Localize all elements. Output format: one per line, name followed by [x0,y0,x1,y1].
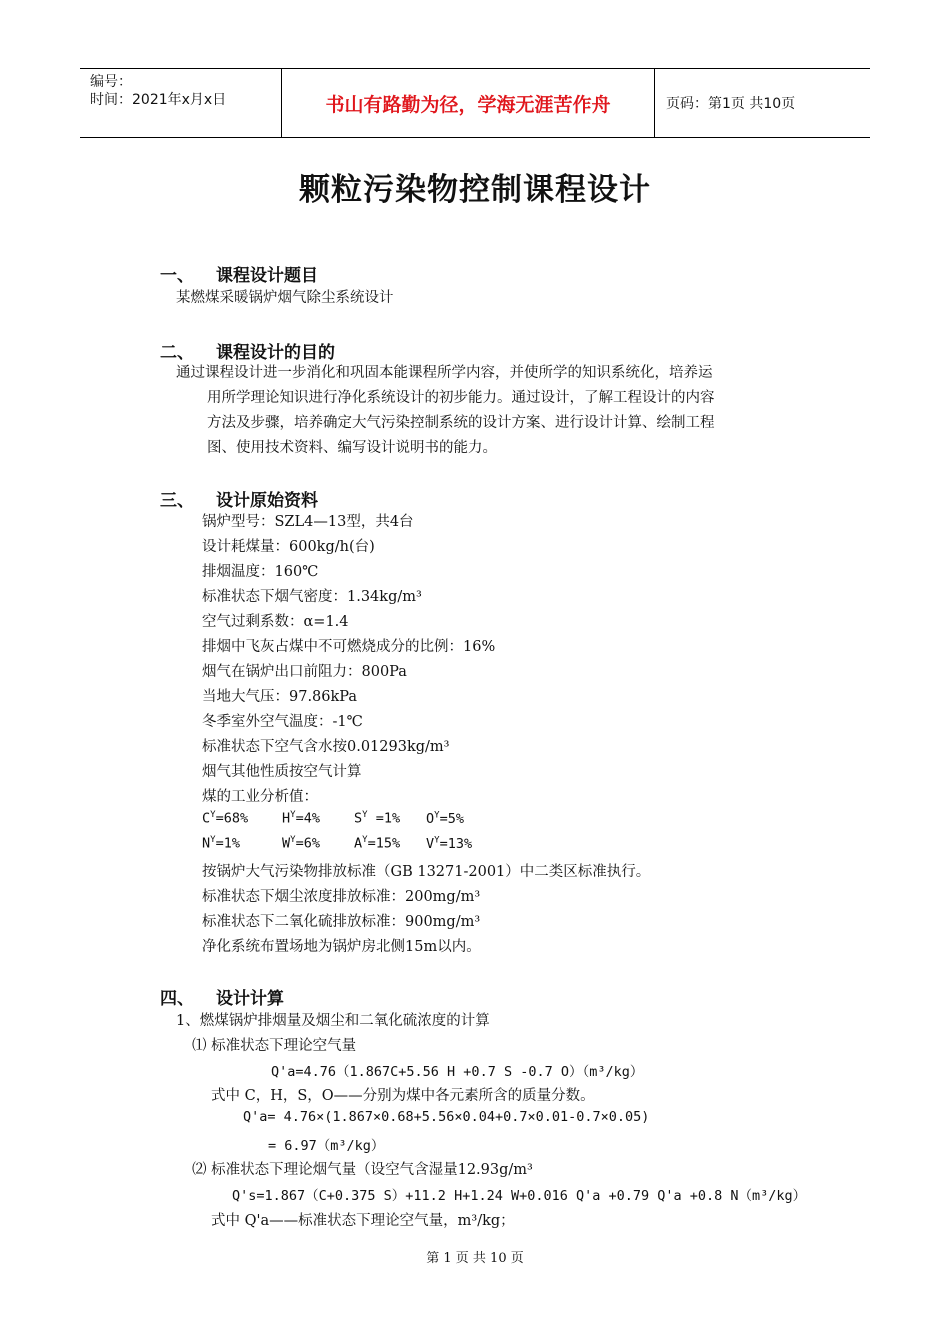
formula-line: Q'a=4.76（1.867C+5.56 H +0.7 S -0.7 O）（m³/kg） [271,1064,644,1080]
element-value: =13% [439,835,473,852]
coal-analysis-row-2 [202,835,472,852]
element-symbol: A [354,835,363,852]
element-superscript: Y [434,835,440,845]
standard-line: 标准状态下二氧化硫排放标准：900mg/m³ [202,914,481,930]
section-2-line: 用所学理论知识进行净化系统设计的初步能力。通过设计，了解工程设计的内容 [207,390,715,406]
code-label: 编号： [90,74,132,90]
element-symbol: O [426,810,435,827]
element-symbol: V [426,835,435,852]
element-value: =6% [295,835,320,852]
spec-line: 设计耗煤量：600kg/h(台) [202,539,375,555]
element-value: =15% [367,835,401,852]
element-superscript: Y [290,810,296,820]
section-1-heading [160,261,318,286]
section-2-title: 课程设计的目的 [216,343,335,363]
calc-line: ⑵ 标准状态下理论烟气量（设空气含湿量12.93g/m³ [192,1162,533,1178]
section-2-heading [160,338,335,363]
spec-line: 锅炉型号：SZL4—13型，共4台 [202,514,414,530]
standard-line: 按锅炉大气污染物排放标准（GB 13271-2001）中二类区标准执行。 [202,864,651,880]
spec-line: 烟气在锅炉出口前阻力：800Pa [202,664,407,680]
spec-line: 冬季室外空气温度：-1℃ [202,714,363,730]
formula-line: = 6.97（m³/kg） [268,1138,385,1154]
section-2-line: 方法及步骤，培养确定大气污染控制系统的设计方案、进行设计计算、绘制工程 [207,415,715,431]
section-3-title: 设计原始资料 [216,491,318,511]
spec-line: 排烟中飞灰占煤中不可燃烧成分的比例：16% [202,639,496,655]
calc-line: 1、燃煤锅炉排烟量及烟尘和二氧化硫浓度的计算 [176,1013,490,1029]
formula-line: Q'a= 4.76×(1.867×0.68+5.56×0.04+0.7×0.01-0.7×0.05) [243,1109,650,1125]
spec-line: 当地大气压：97.86kPa [202,689,358,705]
element-symbol: N [202,835,211,852]
spec-line: 烟气其他性质按空气计算 [202,764,362,780]
element-value: =68% [215,810,249,827]
element-superscript: Y [210,810,216,820]
standard-line: 标准状态下烟尘浓度排放标准：200mg/m³ [202,889,481,905]
calc-line: 式中 C，H，S，O——分别为煤中各元素所含的质量分数。 [211,1088,595,1104]
spec-line: 标准状态下空气含水按0.01293kg/m³ [202,739,450,755]
section-2-line: 通过课程设计进一步消化和巩固本能课程所学内容，并使所学的知识系统化，培养运 [176,365,713,381]
page-footer: 第 1 页 共 10 页 [426,1251,524,1266]
section-2-line: 图、使用技术资料、编写设计说明书的能力。 [207,440,497,456]
date-label: 时间：2021年x月x日 [90,92,227,108]
element-symbol: H [282,810,291,827]
section-1-body: 某燃煤采暖锅炉烟气除尘系统设计 [176,290,394,306]
document-title: 颗粒污染物控制课程设计 [299,172,651,208]
spec-line: 空气过剩系数：α=1.4 [202,614,349,630]
section-3-number: 三、 [160,491,194,511]
element-value: =5% [439,810,464,827]
calc-line: ⑴ 标准状态下理论空气量 [192,1038,357,1054]
element-superscript: Y [434,810,440,820]
element-superscript: Y [210,835,216,845]
spec-line: 标准状态下烟气密度：1.34kg/m³ [202,589,422,605]
page-info-text: 页码：第1页 共10页 [666,96,796,112]
section-1-title: 课程设计题目 [216,266,318,286]
element-symbol: S [354,810,363,827]
section-3-heading [160,486,318,511]
header-page-info [664,69,870,137]
section-1-number: 一、 [160,266,194,286]
element-symbol: C [202,810,211,827]
coal-analysis-row-1 [202,810,464,827]
spec-line: 煤的工业分析值： [202,789,318,805]
element-value: =4% [295,810,320,827]
section-4-heading [160,984,284,1009]
element-value: =1% [215,835,240,852]
section-4-title: 设计计算 [216,989,284,1009]
element-superscript: Y [362,810,368,820]
section-2-number: 二、 [160,343,194,363]
element-superscript: Y [362,835,368,845]
element-symbol: W [282,835,291,852]
header-motto: 书山有路勤为径，学海无涯苦作舟 [282,69,655,137]
section-4-number: 四、 [160,989,194,1009]
header-table [80,68,870,138]
header-meta [80,69,282,137]
calc-line: 式中 Q'a——标准状态下理论空气量，m³/kg； [211,1213,515,1229]
element-superscript: Y [290,835,296,845]
element-value: =1% [367,810,401,827]
standard-line: 净化系统布置场地为锅炉房北侧15m以内。 [202,939,481,955]
formula-line: Q's=1.867（C+0.375 S）+11.2 H+1.24 W+0.016 Q'a +0.79 Q'a +0.8 N（m³/kg） [232,1188,807,1204]
spec-line: 排烟温度：160℃ [202,564,319,580]
